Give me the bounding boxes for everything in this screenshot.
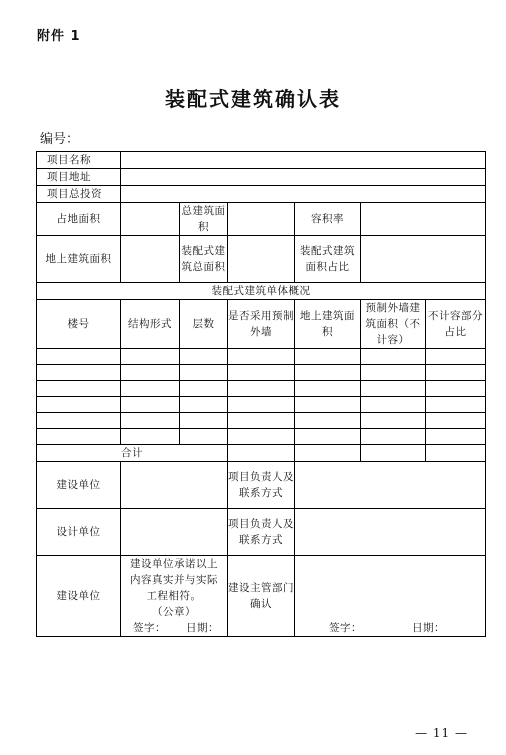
construction-contact-label: 项目负责人及联系方式 <box>228 462 295 509</box>
table-cell[interactable] <box>228 413 295 429</box>
seal-label: （公章） <box>152 606 196 618</box>
plot-ratio-field[interactable] <box>361 203 486 236</box>
table-cell[interactable] <box>426 381 486 397</box>
table-cell[interactable] <box>121 429 180 445</box>
table-cell[interactable] <box>361 429 426 445</box>
header-excluded-ratio: 不计容部分占比 <box>426 300 486 349</box>
date-label: 日期： <box>186 622 219 634</box>
table-cell[interactable] <box>37 381 121 397</box>
authority-confirm-label: 建设主管部门确认 <box>228 556 295 637</box>
table-cell[interactable] <box>361 349 426 365</box>
table-cell[interactable] <box>121 365 180 381</box>
table-cell[interactable] <box>426 413 486 429</box>
design-contact-label: 项目负责人及联系方式 <box>228 509 295 556</box>
total-investment-label: 项目总投资 <box>37 186 121 203</box>
page-number: — 11 — <box>415 726 468 740</box>
total-label: 合计 <box>37 445 228 462</box>
table-cell[interactable] <box>180 349 228 365</box>
table-cell[interactable] <box>361 381 426 397</box>
table-cell[interactable] <box>426 365 486 381</box>
header-structure-type: 结构形式 <box>121 300 180 349</box>
header-above-ground-area: 地上建筑面积 <box>295 300 361 349</box>
table-cell[interactable] <box>37 365 121 381</box>
total-cell[interactable] <box>228 445 295 462</box>
table-cell[interactable] <box>426 397 486 413</box>
table-cell[interactable] <box>37 429 121 445</box>
authority-sign-label: 签字： <box>329 622 362 634</box>
project-address-field[interactable] <box>121 169 486 186</box>
table-cell[interactable] <box>228 365 295 381</box>
total-cell[interactable] <box>295 445 361 462</box>
header-building-no: 楼号 <box>37 300 121 349</box>
authority-date-label: 日期： <box>412 622 446 634</box>
table-cell[interactable] <box>295 397 361 413</box>
land-area-label: 占地面积 <box>37 203 121 236</box>
table-row <box>37 397 486 413</box>
header-floors: 层数 <box>180 300 228 349</box>
table-cell[interactable] <box>228 349 295 365</box>
prefab-area-ratio-label: 装配式建筑面积占比 <box>295 236 361 283</box>
table-cell[interactable] <box>228 381 295 397</box>
construction-unit-field[interactable] <box>121 462 228 509</box>
table-cell[interactable] <box>295 349 361 365</box>
table-cell[interactable] <box>37 413 121 429</box>
header-prefab-wall: 是否采用预制外墙 <box>228 300 295 349</box>
table-row <box>37 413 486 429</box>
page-title: 装配式建筑确认表 <box>165 87 341 111</box>
table-cell[interactable] <box>180 397 228 413</box>
table-cell[interactable] <box>426 429 486 445</box>
prefab-total-area-label: 装配式建筑总面积 <box>180 236 228 283</box>
table-cell[interactable] <box>121 413 180 429</box>
table-cell[interactable] <box>361 397 426 413</box>
table-cell[interactable] <box>37 349 121 365</box>
total-cell[interactable] <box>426 445 486 462</box>
plot-ratio-label: 容积率 <box>295 203 361 236</box>
table-cell[interactable] <box>426 349 486 365</box>
project-name-field[interactable] <box>121 152 486 169</box>
table-cell[interactable] <box>295 413 361 429</box>
table-cell[interactable] <box>180 429 228 445</box>
table-row <box>37 365 486 381</box>
authority-confirm-cell[interactable] <box>295 556 486 637</box>
total-building-area-label: 总建筑面积 <box>180 203 228 236</box>
design-unit-label: 设计单位 <box>37 509 121 556</box>
single-building-section-title: 装配式建筑单体概况 <box>37 283 486 300</box>
total-investment-field[interactable] <box>121 186 486 203</box>
table-cell[interactable] <box>361 365 426 381</box>
attachment-label: 附件 1 <box>37 29 81 44</box>
table-cell[interactable] <box>295 381 361 397</box>
design-contact-field[interactable] <box>295 509 486 556</box>
table-cell[interactable] <box>228 397 295 413</box>
commitment-cell[interactable] <box>121 556 228 637</box>
table-cell[interactable] <box>180 413 228 429</box>
construction-unit-label-2: 建设单位 <box>37 556 121 637</box>
construction-unit-label: 建设单位 <box>37 462 121 509</box>
table-cell[interactable] <box>121 397 180 413</box>
serial-number-label: 编号： <box>40 132 80 147</box>
table-row <box>37 349 486 365</box>
above-ground-area-field[interactable] <box>121 236 180 283</box>
prefab-area-ratio-field[interactable] <box>361 236 486 283</box>
prefab-total-area-field[interactable] <box>228 236 295 283</box>
total-building-area-field[interactable] <box>228 203 295 236</box>
table-row <box>37 381 486 397</box>
confirmation-form-table <box>36 151 486 637</box>
design-unit-field[interactable] <box>121 509 228 556</box>
table-row <box>37 429 486 445</box>
table-cell[interactable] <box>228 429 295 445</box>
header-prefab-wall-area: 预制外墙建筑面积（不计容） <box>361 300 426 349</box>
table-cell[interactable] <box>295 429 361 445</box>
table-cell[interactable] <box>361 413 426 429</box>
project-name-label: 项目名称 <box>37 152 121 169</box>
above-ground-area-label: 地上建筑面积 <box>37 236 121 283</box>
construction-contact-field[interactable] <box>295 462 486 509</box>
total-cell[interactable] <box>361 445 426 462</box>
commitment-text: 建设单位承诺以上内容真实并与实际工程相符。 <box>130 558 218 602</box>
sign-label: 签字： <box>133 622 166 634</box>
table-cell[interactable] <box>295 365 361 381</box>
table-cell[interactable] <box>121 381 180 397</box>
table-cell[interactable] <box>180 381 228 397</box>
table-cell[interactable] <box>121 349 180 365</box>
table-cell[interactable] <box>180 365 228 381</box>
land-area-field[interactable] <box>121 203 180 236</box>
project-address-label: 项目地址 <box>37 169 121 186</box>
table-cell[interactable] <box>37 397 121 413</box>
